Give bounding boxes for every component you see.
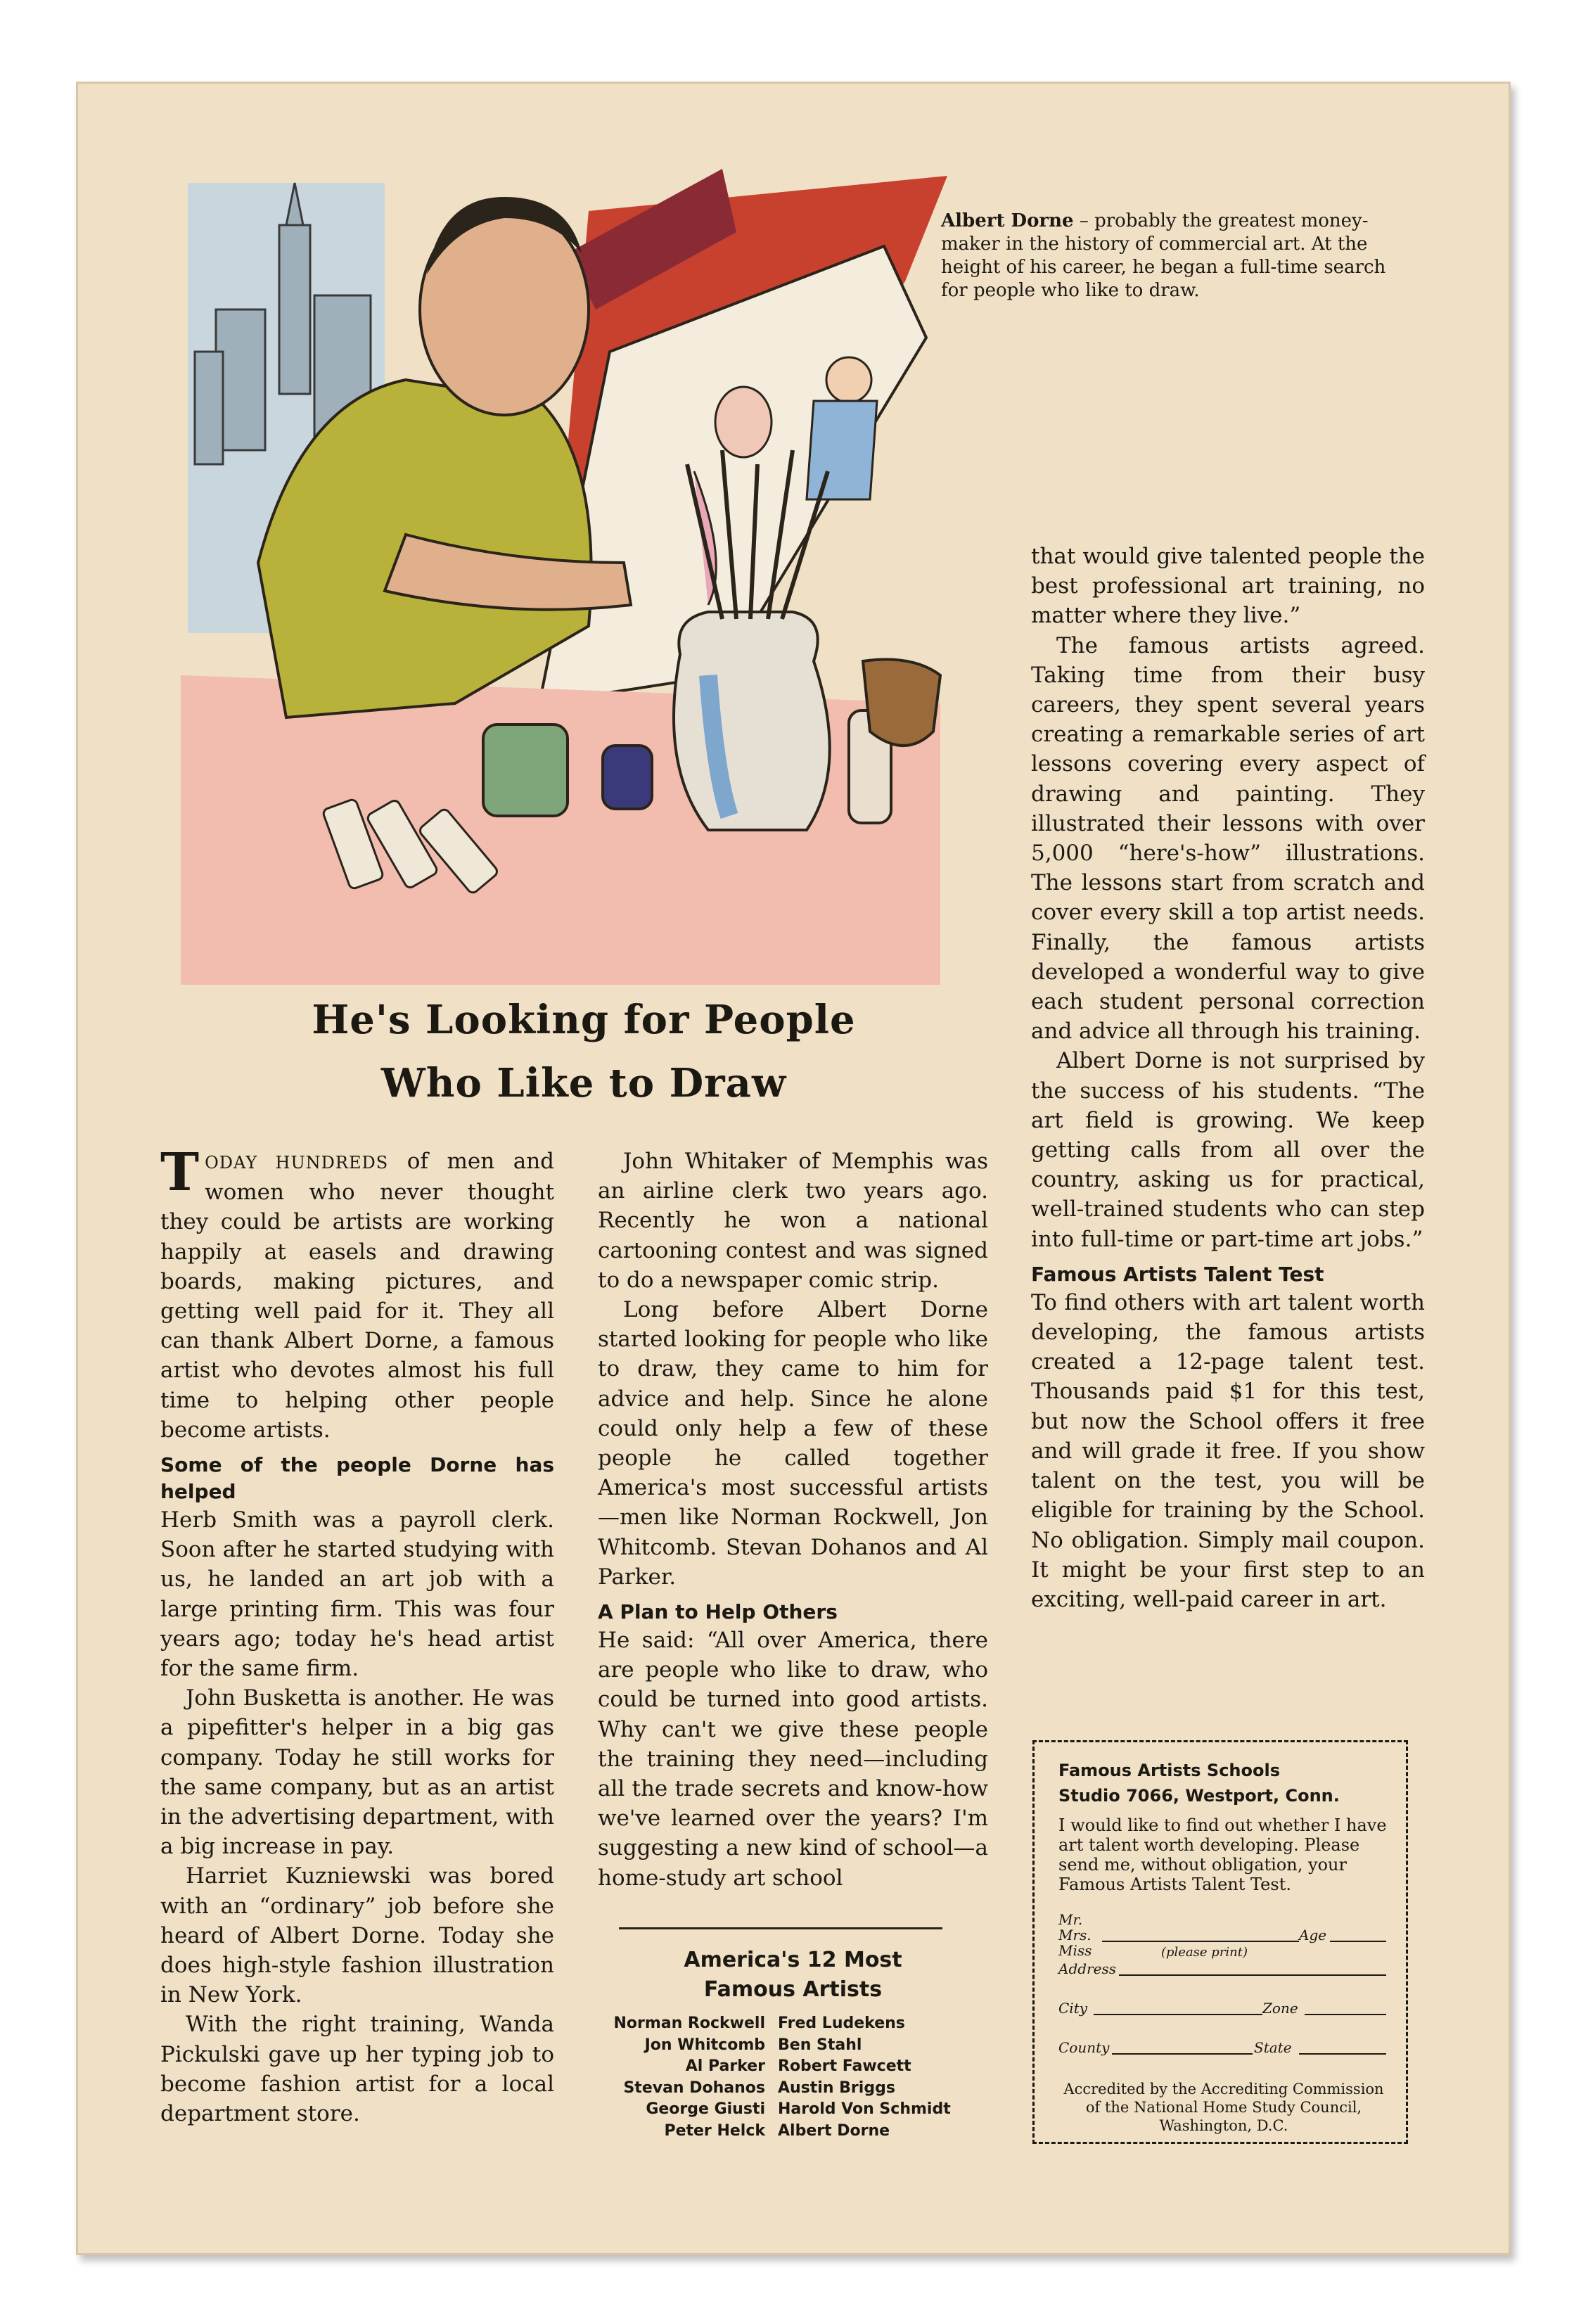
coupon-request-text: I would like to find out whether I have art talent worth developing. Please send me, without obligation, your Famous Artists Talent Test. xyxy=(1058,1815,1387,1894)
artist-name: Norman Rockwell xyxy=(613,2015,765,2032)
artists-list-title xyxy=(598,1946,988,2005)
paragraph-john-busketta: John Busketta is another. He was a pipefitter's helper in a big gas company. Today he still works for the same company, but as an artist in the advertising department, with a big increase in pay. xyxy=(160,1685,554,1860)
artist-name: Stevan Dohanos xyxy=(623,2079,765,2097)
coupon-city-label: City xyxy=(1058,2000,1088,2017)
article-column-3 xyxy=(1031,542,1425,1614)
coupon-zone-line[interactable] xyxy=(1305,2014,1386,2015)
paragraph-not-surprised: Albert Dorne is not surprised by the success of his students. “The art field is growing. We keep getting calls from all over the country, asking us for practical, well-trained students who can step into full-time or part-time art jobs.” xyxy=(1031,1048,1425,1252)
artists-row xyxy=(584,2056,999,2078)
coupon-accreditation: Accredited by the Accrediting Commission of the National Home Study Council, Washington, D.C. xyxy=(1063,2081,1384,2134)
coupon-please-print: (please print) xyxy=(1161,1945,1248,1960)
artist-illustration xyxy=(174,169,948,985)
artist-name: Harold Von Schmidt xyxy=(778,2100,951,2118)
coupon-age-label: Age xyxy=(1299,1927,1327,1943)
coupon-state-line[interactable] xyxy=(1299,2053,1386,2055)
caption-name: Albert Dorne xyxy=(941,210,1074,231)
coupon-address-label: Address xyxy=(1058,1960,1116,1977)
artists-title-line2: Famous Artists xyxy=(703,1977,883,2002)
artists-title-line1: America's 12 Most xyxy=(684,1948,902,1972)
coupon-mrs-label: Mrs. xyxy=(1058,1927,1092,1943)
artist-name: Peter Helck xyxy=(664,2121,765,2140)
coupon-address-line[interactable] xyxy=(1119,1974,1386,1976)
artist-name: Ben Stahl xyxy=(778,2036,862,2054)
artist-name: Al Parker xyxy=(685,2057,765,2075)
coupon-state-label: State xyxy=(1254,2039,1292,2056)
artists-list xyxy=(584,2013,999,2142)
artist-name: Austin Briggs xyxy=(778,2079,895,2097)
paragraph-long-before: Long before Albert Dorne started looking for people who like to draw, they came to him for advice and help. Since he alone could only help a few of these people he called together America's most successful artists —men like Norman Rockwell, Jon Whitcomb. Stevan Dohanos and Al Parker. xyxy=(598,1297,988,1590)
article-column-1 xyxy=(160,1142,554,2128)
paragraph-john-whitaker: John Whitaker of Memphis was an airline clerk two years ago. Recently he won a national cartooning contest and was signed to do a newspaper comic strip. xyxy=(598,1149,988,1293)
artist-name: Jon Whitcomb xyxy=(644,2036,765,2054)
drop-cap: T xyxy=(160,1142,200,1203)
intro-small-caps: ODAY HUNDREDS xyxy=(205,1153,389,1173)
section-heading-talent-test: Famous Artists Talent Test xyxy=(1031,1262,1324,1286)
coupon-age-line[interactable] xyxy=(1330,1941,1386,1942)
paragraph-herb-smith: Herb Smith was a payroll clerk. Soon after he started studying with us, he landed an art job with a large printing firm. This was four years ago; today he's head artist for the same firm. xyxy=(160,1507,554,1682)
section-heading-helped: Some of the people Dorne has helped xyxy=(160,1453,554,1504)
artist-name: Albert Dorne xyxy=(778,2121,890,2140)
article-column-2 xyxy=(598,1147,988,1893)
mail-coupon[interactable] xyxy=(1032,1740,1408,2144)
coupon-name-line[interactable] xyxy=(1102,1941,1299,1942)
coupon-school-name: Famous Artists Schools xyxy=(1058,1761,1280,1780)
paragraph-harriet: Harriet Kuzniewski was bored with an “ordinary” job before she heard of Albert Dorne. Today she does high-style fashion illustration in New York. xyxy=(160,1863,554,2008)
headline-line1: He's Looking for People xyxy=(312,997,856,1043)
coupon-zone-label: Zone xyxy=(1262,2000,1298,2017)
coupon-county-label: County xyxy=(1058,2039,1110,2056)
paragraph-talent-test: To find others with art talent worth developing, the famous artists created a 12-page talent test. Thousands paid $1 for this test, but now the School offers it free and will grade it free. If you show talent on the test, you will be eligible for training by the School. No obligation. Simply mail coupon. It might be your first step to an exciting, well-paid career in art. xyxy=(1031,1289,1425,1612)
paragraph-artists-agreed: The famous artists agreed. Taking time from their busy careers, they spent several years creating a remarkable series of art lessons covering every aspect of drawing and painting. They illustrated their lessons with over 5,000 “here's-how” illustrations. The lessons start from scratch and cover every skill a top artist needs. Finally, the famous artists developed a wonderful way to give each student personal correction and advice all through his training. xyxy=(1031,632,1425,1045)
paragraph-continued: that would give talented people the best professional art training, no matter where they live.” xyxy=(1031,544,1425,629)
artists-row xyxy=(584,2013,999,2035)
paragraph-wanda: With the right training, Wanda Pickulski gave up her typing job to become fashion artist for a local department store. xyxy=(160,2012,554,2127)
caption-text: – probably the greatest money-maker in the history of commercial art. At the height of his career, he began a full-time search for people who like to draw. xyxy=(941,210,1386,301)
headline-line2: Who Like to Draw xyxy=(380,1060,787,1106)
artist-name: Robert Fawcett xyxy=(778,2057,911,2075)
intro-paragraph xyxy=(160,1142,554,1445)
coupon-miss-label: Miss xyxy=(1058,1942,1092,1959)
coupon-heading xyxy=(1058,1758,1389,1808)
section-heading-plan: A Plan to Help Others xyxy=(598,1600,838,1624)
coupon-studio-address: Studio 7066, Westport, Conn. xyxy=(1058,1786,1340,1806)
intro-text: of men and women who never thought they could be artists are working happily at easels and drawing boards, making pictures, and getting well paid for it. They all can thank Albert Dorne, a famous artist who devotes almost his full time to helping other people become artists. xyxy=(160,1149,554,1443)
divider-rule xyxy=(619,1927,942,1929)
artists-row xyxy=(584,2078,999,2100)
coupon-city-line[interactable] xyxy=(1094,2014,1262,2015)
artists-row xyxy=(584,2121,999,2143)
artists-row xyxy=(584,2099,999,2121)
artist-name: George Giusti xyxy=(646,2100,765,2118)
artist-name: Fred Ludekens xyxy=(778,2015,905,2032)
headline xyxy=(239,988,928,1115)
artists-row xyxy=(584,2035,999,2057)
paragraph-he-said: He said: “All over America, there are people who like to draw, who could be turned into good artists. Why can't we give these people the training they need—including all the trade secrets and know-how we've learned over the years? I'm suggesting a new kind of school—a home-study art school xyxy=(598,1628,988,1891)
coupon-county-line[interactable] xyxy=(1112,2053,1253,2055)
coupon-mr-label: Mr. xyxy=(1058,1911,1083,1928)
illustration-caption xyxy=(941,210,1405,302)
